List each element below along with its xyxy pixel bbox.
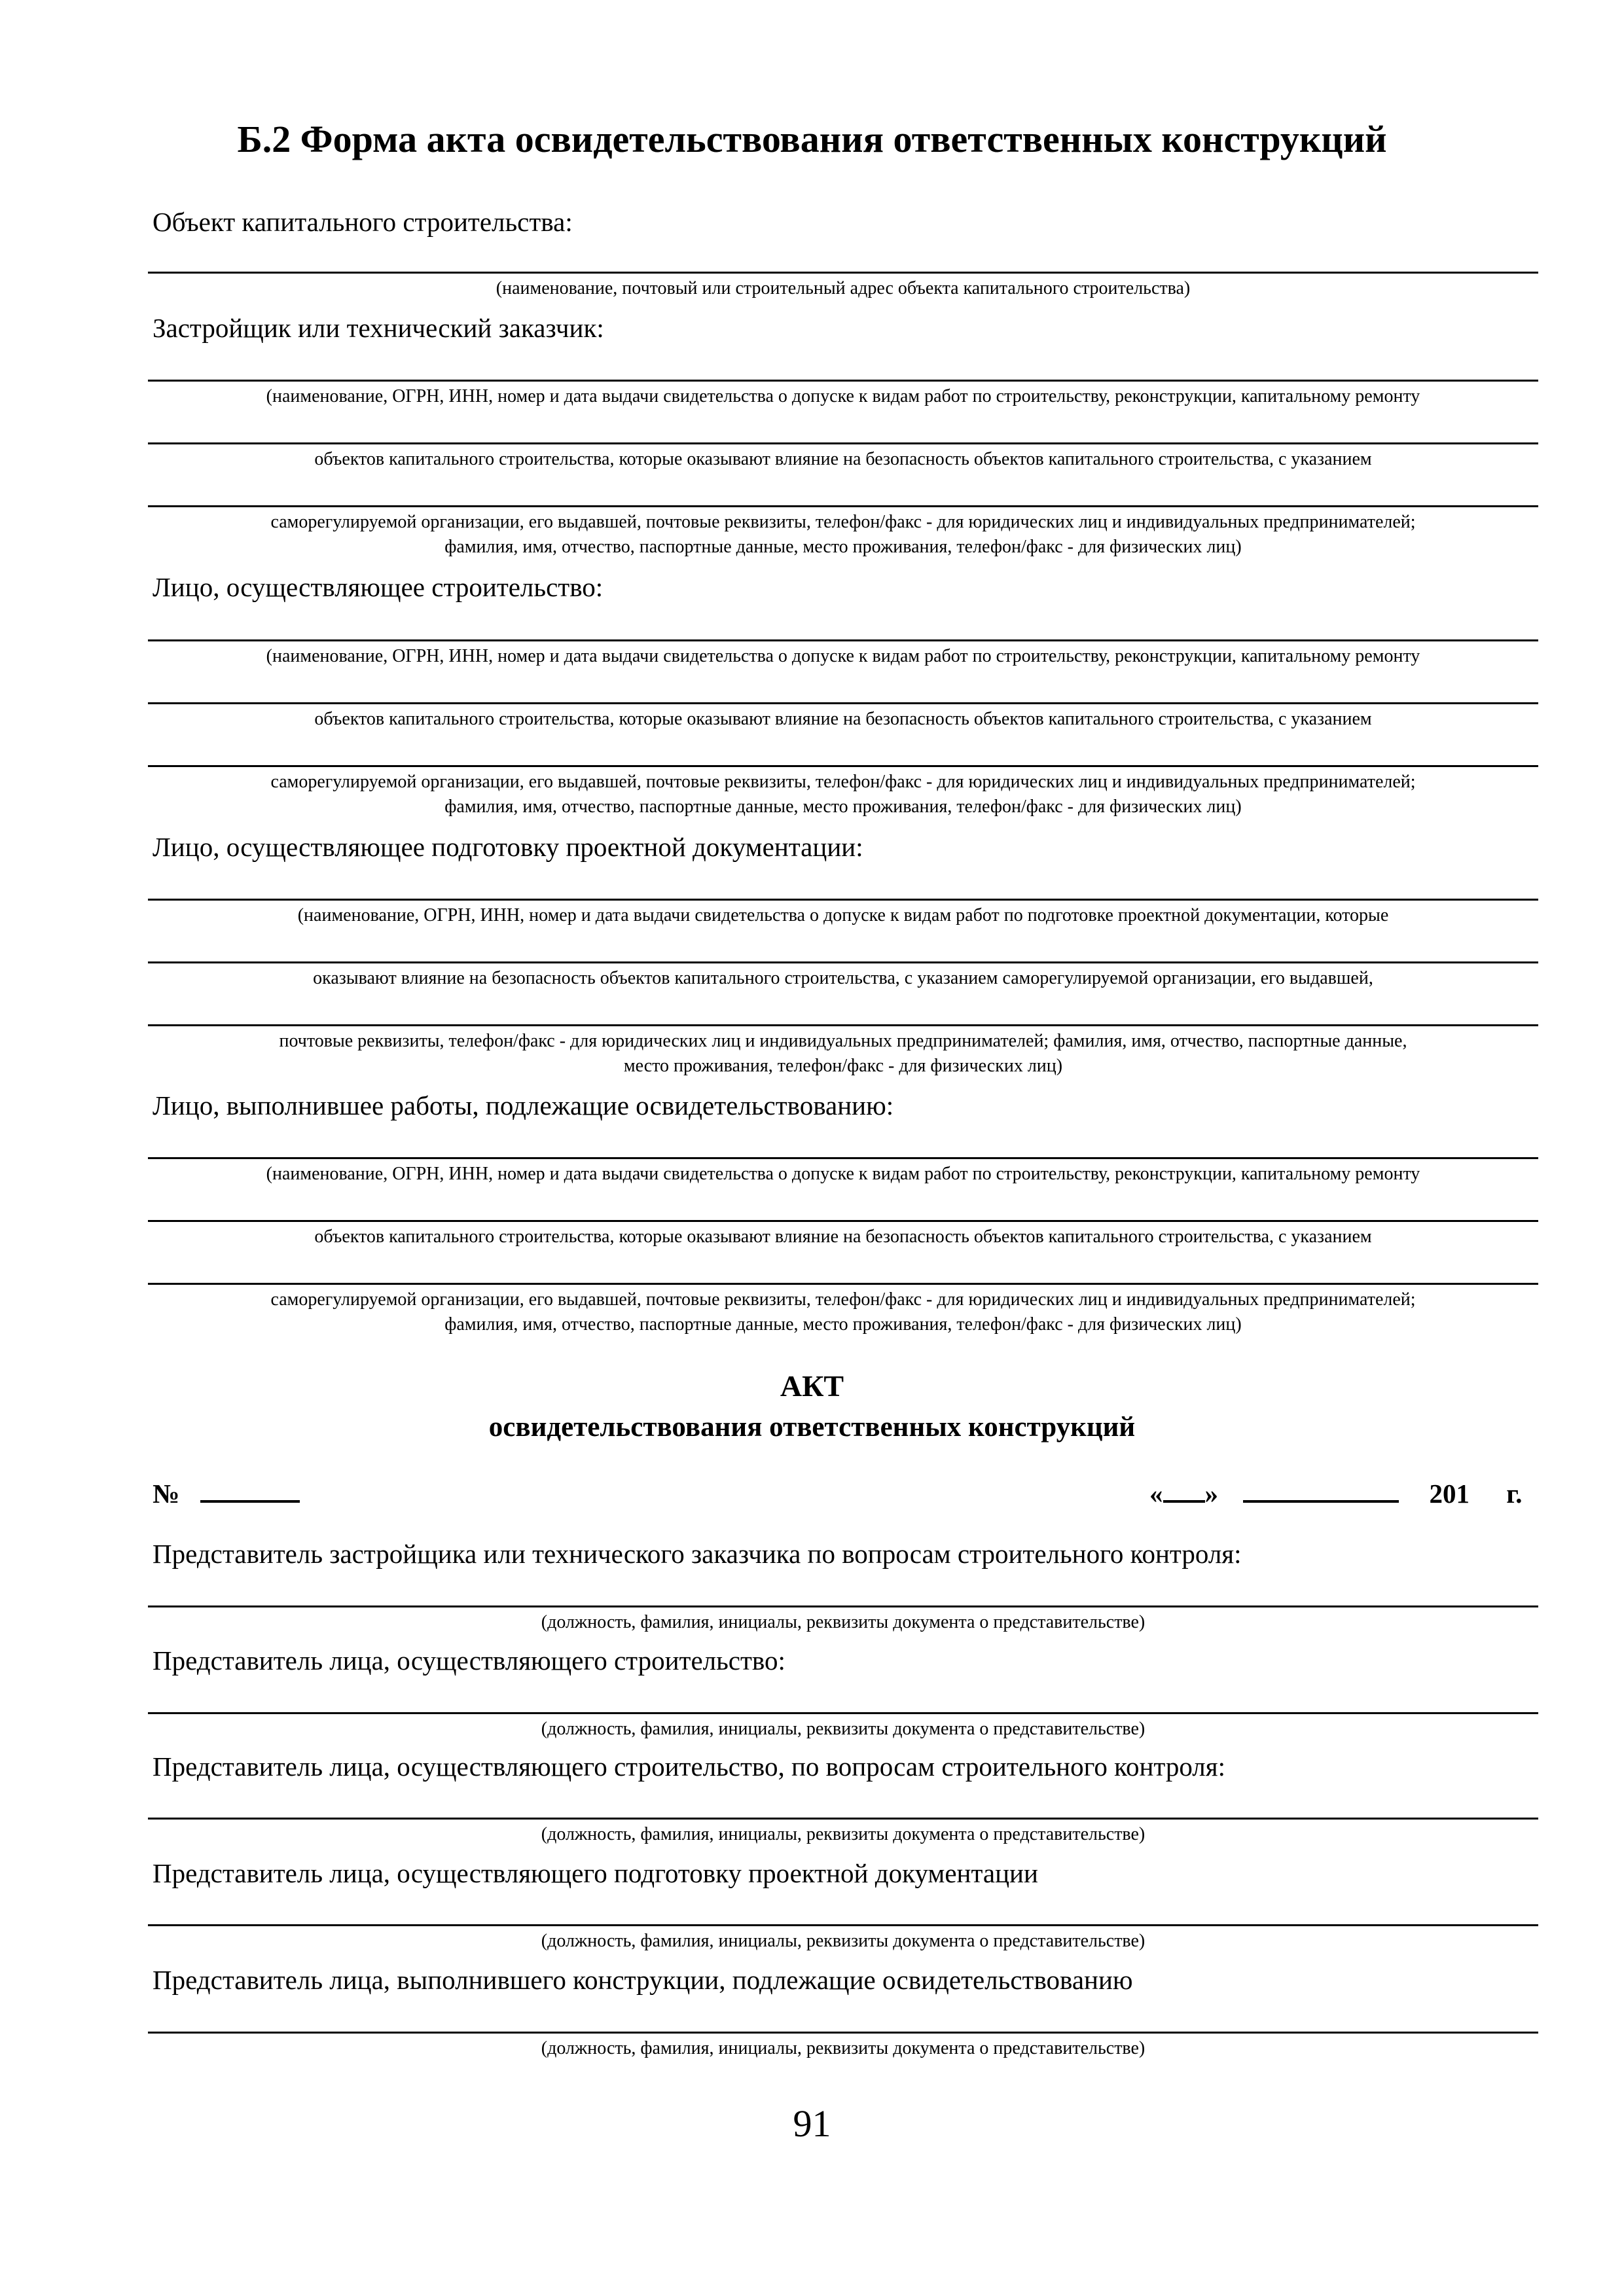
builder-caption-1: (наименование, ОГРН, ИНН, номер и дата выдачи свидетельства о допуске к видам работ по строительству, реконструкции, капитальному ремонту — [266, 646, 1420, 666]
performer-line-2[interactable] — [148, 1220, 1538, 1222]
number-sign: № — [153, 1479, 180, 1509]
year-suffix: г. — [1506, 1479, 1523, 1509]
object-caption: (наименование, почтовый или строительный адрес объекта капитального строительства) — [496, 278, 1191, 298]
year-prefix: 201 — [1429, 1479, 1470, 1509]
performer-caption-2: объектов капитального строительства, которые оказывают влияние на безопасность объектов капитального строительства, с указанием — [314, 1227, 1372, 1247]
performer-line-1[interactable] — [148, 1157, 1538, 1159]
builder-caption-2: объектов капитального строительства, которые оказывают влияние на безопасность объектов капитального строительства, с указанием — [314, 709, 1372, 729]
page-title: Б.2 Форма акта освидетельствования ответственных конструкций — [237, 118, 1387, 160]
date-day-field[interactable] — [1163, 1474, 1205, 1503]
performer-caption-4: фамилия, имя, отчество, паспортные данные, место проживания, телефон/факс - для физических лиц) — [444, 1314, 1242, 1335]
developer-caption-1: (наименование, ОГРН, ИНН, номер и дата выдачи свидетельства о допуске к видам работ по строительству, реконструкции, капитальному ремонту — [266, 386, 1420, 406]
builder-caption-4: фамилия, имя, отчество, паспортные данные, место проживания, телефон/факс - для физических лиц) — [444, 797, 1242, 817]
rep-builder-control-caption: (должность, фамилия, инициалы, реквизиты документа о представительстве) — [541, 1824, 1146, 1844]
act-heading: АКТ — [780, 1369, 844, 1403]
designer-line-2[interactable] — [148, 961, 1538, 963]
act-number-field[interactable] — [200, 1474, 300, 1503]
designer-caption-1: (наименование, ОГРН, ИНН, номер и дата выдачи свидетельства о допуске к видам работ по подготовке проектной документации, которые — [297, 905, 1389, 925]
rep-designer-line[interactable] — [148, 1924, 1538, 1926]
rep-builder-control-label: Представитель лица, осуществляющего строительство, по вопросам строительного контроля: — [153, 1751, 1225, 1782]
builder-line-3[interactable] — [148, 765, 1538, 767]
rep-builder-line[interactable] — [148, 1712, 1538, 1714]
object-label: Объект капитального строительства: — [153, 207, 573, 237]
developer-label: Застройщик или технический заказчик: — [153, 313, 604, 343]
act-subheading: освидетельствования ответственных конструкций — [488, 1412, 1136, 1443]
designer-line-1[interactable] — [148, 899, 1538, 901]
designer-caption-4: место проживания, телефон/факс - для физических лиц) — [623, 1056, 1063, 1076]
object-line[interactable] — [148, 272, 1538, 274]
rep-customer-label: Представитель застройщика или технического заказчика по вопросам строительного контроля: — [153, 1539, 1242, 1569]
date-open-quote: « — [1149, 1479, 1163, 1509]
performer-caption-1: (наименование, ОГРН, ИНН, номер и дата выдачи свидетельства о допуске к видам работ по строительству, реконструкции, капитальному ремонту — [266, 1164, 1420, 1184]
date-month-field[interactable] — [1243, 1474, 1399, 1503]
designer-caption-3: почтовые реквизиты, телефон/факс - для юридических лиц и индивидуальных предпринимателей; фамилия, имя, отчество, паспортные данные, — [279, 1031, 1407, 1051]
performer-line-3[interactable] — [148, 1283, 1538, 1285]
act-date — [1149, 1474, 1523, 1511]
developer-line-1[interactable] — [148, 380, 1538, 382]
developer-caption-2: объектов капитального строительства, которые оказывают влияние на безопасность объектов капитального строительства, с указанием — [314, 449, 1372, 469]
rep-performer-label: Представитель лица, выполнившего конструкции, подлежащие освидетельствованию — [153, 1965, 1133, 1995]
performer-label: Лицо, выполнившее работы, подлежащие освидетельствованию: — [153, 1090, 894, 1121]
developer-caption-3: саморегулируемой организации, его выдавшей, почтовые реквизиты, телефон/факс - для юридических лиц и индивидуальных предпринимателей; — [270, 512, 1416, 532]
designer-line-3[interactable] — [148, 1024, 1538, 1026]
rep-builder-control-line[interactable] — [148, 1818, 1538, 1820]
date-close-quote: » — [1204, 1479, 1218, 1509]
rep-designer-caption: (должность, фамилия, инициалы, реквизиты документа о представительстве) — [541, 1931, 1146, 1951]
builder-line-1[interactable] — [148, 639, 1538, 641]
performer-caption-3: саморегулируемой организации, его выдавшей, почтовые реквизиты, телефон/факс - для юридических лиц и индивидуальных предпринимателей; — [270, 1289, 1416, 1310]
builder-caption-3: саморегулируемой организации, его выдавшей, почтовые реквизиты, телефон/факс - для юридических лиц и индивидуальных предпринимателей; — [270, 772, 1416, 792]
rep-performer-caption: (должность, фамилия, инициалы, реквизиты документа о представительстве) — [541, 2038, 1146, 2058]
page-number: 91 — [793, 2102, 831, 2145]
builder-label: Лицо, осуществляющее строительство: — [153, 572, 604, 602]
rep-designer-label: Представитель лица, осуществляющего подготовку проектной документации — [153, 1858, 1038, 1888]
rep-builder-caption: (должность, фамилия, инициалы, реквизиты документа о представительстве) — [541, 1719, 1146, 1739]
rep-performer-line[interactable] — [148, 2032, 1538, 2034]
developer-line-3[interactable] — [148, 505, 1538, 507]
rep-builder-label: Представитель лица, осуществляющего строительство: — [153, 1645, 785, 1676]
developer-line-2[interactable] — [148, 442, 1538, 444]
rep-customer-caption: (должность, фамилия, инициалы, реквизиты документа о представительстве) — [541, 1612, 1146, 1632]
rep-customer-line[interactable] — [148, 1605, 1538, 1607]
builder-line-2[interactable] — [148, 702, 1538, 704]
act-number — [153, 1474, 300, 1511]
designer-caption-2: оказывают влияние на безопасность объектов капитального строительства, с указанием саморегулируемой организации, его выдавшей, — [313, 968, 1373, 988]
developer-caption-4: фамилия, имя, отчество, паспортные данные, место проживания, телефон/факс - для физических лиц) — [444, 537, 1242, 557]
designer-label: Лицо, осуществляющее подготовку проектной документации: — [153, 832, 863, 862]
